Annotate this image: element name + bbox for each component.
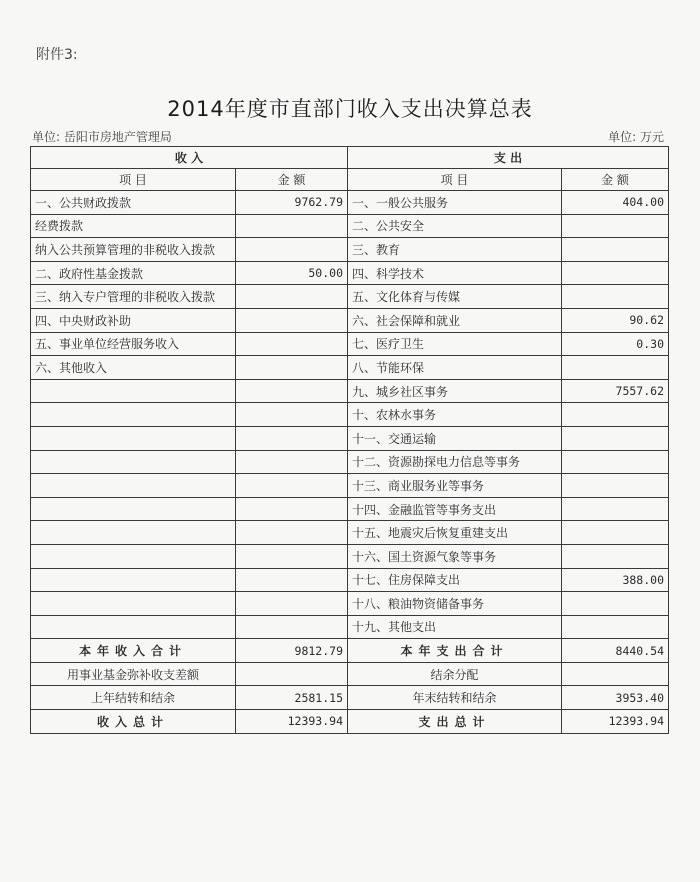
income-total-amount: [236, 662, 348, 686]
expense-item-cell: 十一、交通运输: [348, 426, 562, 450]
income-item-cell: [31, 521, 236, 545]
table-row: [31, 379, 669, 403]
table-row: [31, 214, 669, 238]
table-row: [31, 544, 669, 568]
expense-item-cell: 四、科学技术: [348, 261, 562, 285]
expense-item-cell: 十、农林水事务: [348, 403, 562, 427]
table-row: [31, 615, 669, 639]
expense-item-cell: 六、社会保障和就业: [348, 308, 562, 332]
expense-amount-cell: 0.30: [562, 332, 669, 356]
expense-item-cell: 十四、金融监管等事务支出: [348, 497, 562, 521]
page-title: 2014年度市直部门收入支出决算总表: [167, 97, 533, 121]
expense-amount-cell: [562, 544, 669, 568]
expense-total-label: 年末结转和结余: [348, 686, 562, 710]
income-item-cell: [31, 592, 236, 616]
expense-item-cell: 一、一般公共服务: [348, 191, 562, 215]
income-amount-cell: [236, 308, 348, 332]
table-row: [31, 592, 669, 616]
table-row: [31, 356, 669, 380]
income-item-cell: [31, 474, 236, 498]
expense-total-amount: [562, 662, 669, 686]
income-header: 收 入: [31, 147, 348, 169]
table-header-group: [31, 147, 669, 169]
table-row: [31, 261, 669, 285]
total-row: [31, 662, 669, 686]
expense-total-amount: 3953.40: [562, 686, 669, 710]
expense-item-cell: 五、文化体育与传媒: [348, 285, 562, 309]
income-item-cell: [31, 615, 236, 639]
expense-total-amount: 12393.94: [562, 710, 669, 734]
expense-amount-cell: [562, 474, 669, 498]
income-amount-cell: [236, 403, 348, 427]
table-row: [31, 497, 669, 521]
income-amount-cell: 50.00: [236, 261, 348, 285]
budget-table: [30, 146, 669, 734]
expense-item-cell: 十二、资源勘探电力信息等事务: [348, 450, 562, 474]
expense-amount-cell: [562, 285, 669, 309]
expense-amount-cell: [562, 238, 669, 262]
income-amount-cell: [236, 379, 348, 403]
income-item-cell: 三、纳入专户管理的非税收入拨款: [31, 285, 236, 309]
expense-amount-cell: 388.00: [562, 568, 669, 592]
expense-amount-cell: 404.00: [562, 191, 669, 215]
expense-item-cell: 八、节能环保: [348, 356, 562, 380]
income-item-header: 项 目: [31, 169, 236, 191]
expense-amount-cell: [562, 426, 669, 450]
income-total-label: 本年收入合计: [31, 639, 236, 663]
expense-total-label: 本年支出合计: [348, 639, 562, 663]
income-item-cell: 五、事业单位经营服务收入: [31, 332, 236, 356]
table-row: [31, 403, 669, 427]
expense-amount-cell: 7557.62: [562, 379, 669, 403]
total-row: [31, 639, 669, 663]
income-amount-cell: [236, 426, 348, 450]
expense-amount-cell: [562, 615, 669, 639]
expense-total-label: 结余分配: [348, 662, 562, 686]
income-total-amount: 12393.94: [236, 710, 348, 734]
expense-item-cell: 十七、住房保障支出: [348, 568, 562, 592]
expense-item-cell: 十三、商业服务业等事务: [348, 474, 562, 498]
income-item-cell: [31, 497, 236, 521]
income-amount-cell: [236, 332, 348, 356]
income-item-cell: [31, 379, 236, 403]
income-amount-cell: [236, 214, 348, 238]
total-row: [31, 710, 669, 734]
income-item-cell: 一、公共财政拨款: [31, 191, 236, 215]
table-row: [31, 238, 669, 262]
income-amount-cell: [236, 615, 348, 639]
expense-item-cell: 九、城乡社区事务: [348, 379, 562, 403]
income-amount-cell: [236, 356, 348, 380]
income-amount-cell: [236, 568, 348, 592]
table-row: [31, 285, 669, 309]
income-item-cell: 纳入公共预算管理的非税收入拨款: [31, 238, 236, 262]
income-amount-header: 金 额: [236, 169, 348, 191]
expense-amount-cell: [562, 261, 669, 285]
expense-amount-cell: [562, 450, 669, 474]
expense-item-cell: 三、教育: [348, 238, 562, 262]
income-item-cell: [31, 450, 236, 474]
income-item-cell: [31, 426, 236, 450]
expense-item-cell: 十八、粮油物资储备事务: [348, 592, 562, 616]
expense-total-amount: 8440.54: [562, 639, 669, 663]
table-row: [31, 474, 669, 498]
expense-item-cell: 十九、其他支出: [348, 615, 562, 639]
attachment-label: 附件3:: [36, 47, 78, 63]
expense-amount-cell: [562, 592, 669, 616]
unit-organization: 单位: 岳阳市房地产管理局: [32, 130, 172, 144]
table-row: [31, 521, 669, 545]
expense-item-cell: 十五、地震灾后恢复重建支出: [348, 521, 562, 545]
income-amount-cell: [236, 238, 348, 262]
table-row: [31, 332, 669, 356]
income-total-amount: 2581.15: [236, 686, 348, 710]
expense-item-header: 项 目: [348, 169, 562, 191]
table-row: [31, 308, 669, 332]
table-row: [31, 568, 669, 592]
income-amount-cell: [236, 450, 348, 474]
income-total-label: 上年结转和结余: [31, 686, 236, 710]
income-amount-cell: 9762.79: [236, 191, 348, 215]
expense-amount-cell: 90.62: [562, 308, 669, 332]
income-amount-cell: [236, 474, 348, 498]
income-amount-cell: [236, 592, 348, 616]
table-row: [31, 191, 669, 215]
income-item-cell: [31, 403, 236, 427]
table-row: [31, 426, 669, 450]
expense-amount-cell: [562, 497, 669, 521]
income-item-cell: [31, 544, 236, 568]
income-total-label: 用事业基金弥补收支差额: [31, 662, 236, 686]
expense-amount-cell: [562, 214, 669, 238]
income-amount-cell: [236, 285, 348, 309]
income-total-amount: 9812.79: [236, 639, 348, 663]
expense-item-cell: 十六、国土资源气象等事务: [348, 544, 562, 568]
expense-amount-cell: [562, 403, 669, 427]
income-item-cell: 二、政府性基金拨款: [31, 261, 236, 285]
income-item-cell: [31, 568, 236, 592]
expense-header: 支 出: [348, 147, 669, 169]
income-item-cell: 经费拨款: [31, 214, 236, 238]
income-total-label: 收入总计: [31, 710, 236, 734]
expense-amount-cell: [562, 521, 669, 545]
table-row: [31, 450, 669, 474]
expense-amount-header: 金 额: [562, 169, 669, 191]
total-row: [31, 686, 669, 710]
income-amount-cell: [236, 521, 348, 545]
income-item-cell: 四、中央财政补助: [31, 308, 236, 332]
expense-item-cell: 二、公共安全: [348, 214, 562, 238]
income-item-cell: 六、其他收入: [31, 356, 236, 380]
unit-currency: 单位: 万元: [608, 130, 664, 144]
income-amount-cell: [236, 497, 348, 521]
expense-amount-cell: [562, 356, 669, 380]
table-header-columns: [31, 169, 669, 191]
income-amount-cell: [236, 544, 348, 568]
expense-total-label: 支出总计: [348, 710, 562, 734]
expense-item-cell: 七、医疗卫生: [348, 332, 562, 356]
